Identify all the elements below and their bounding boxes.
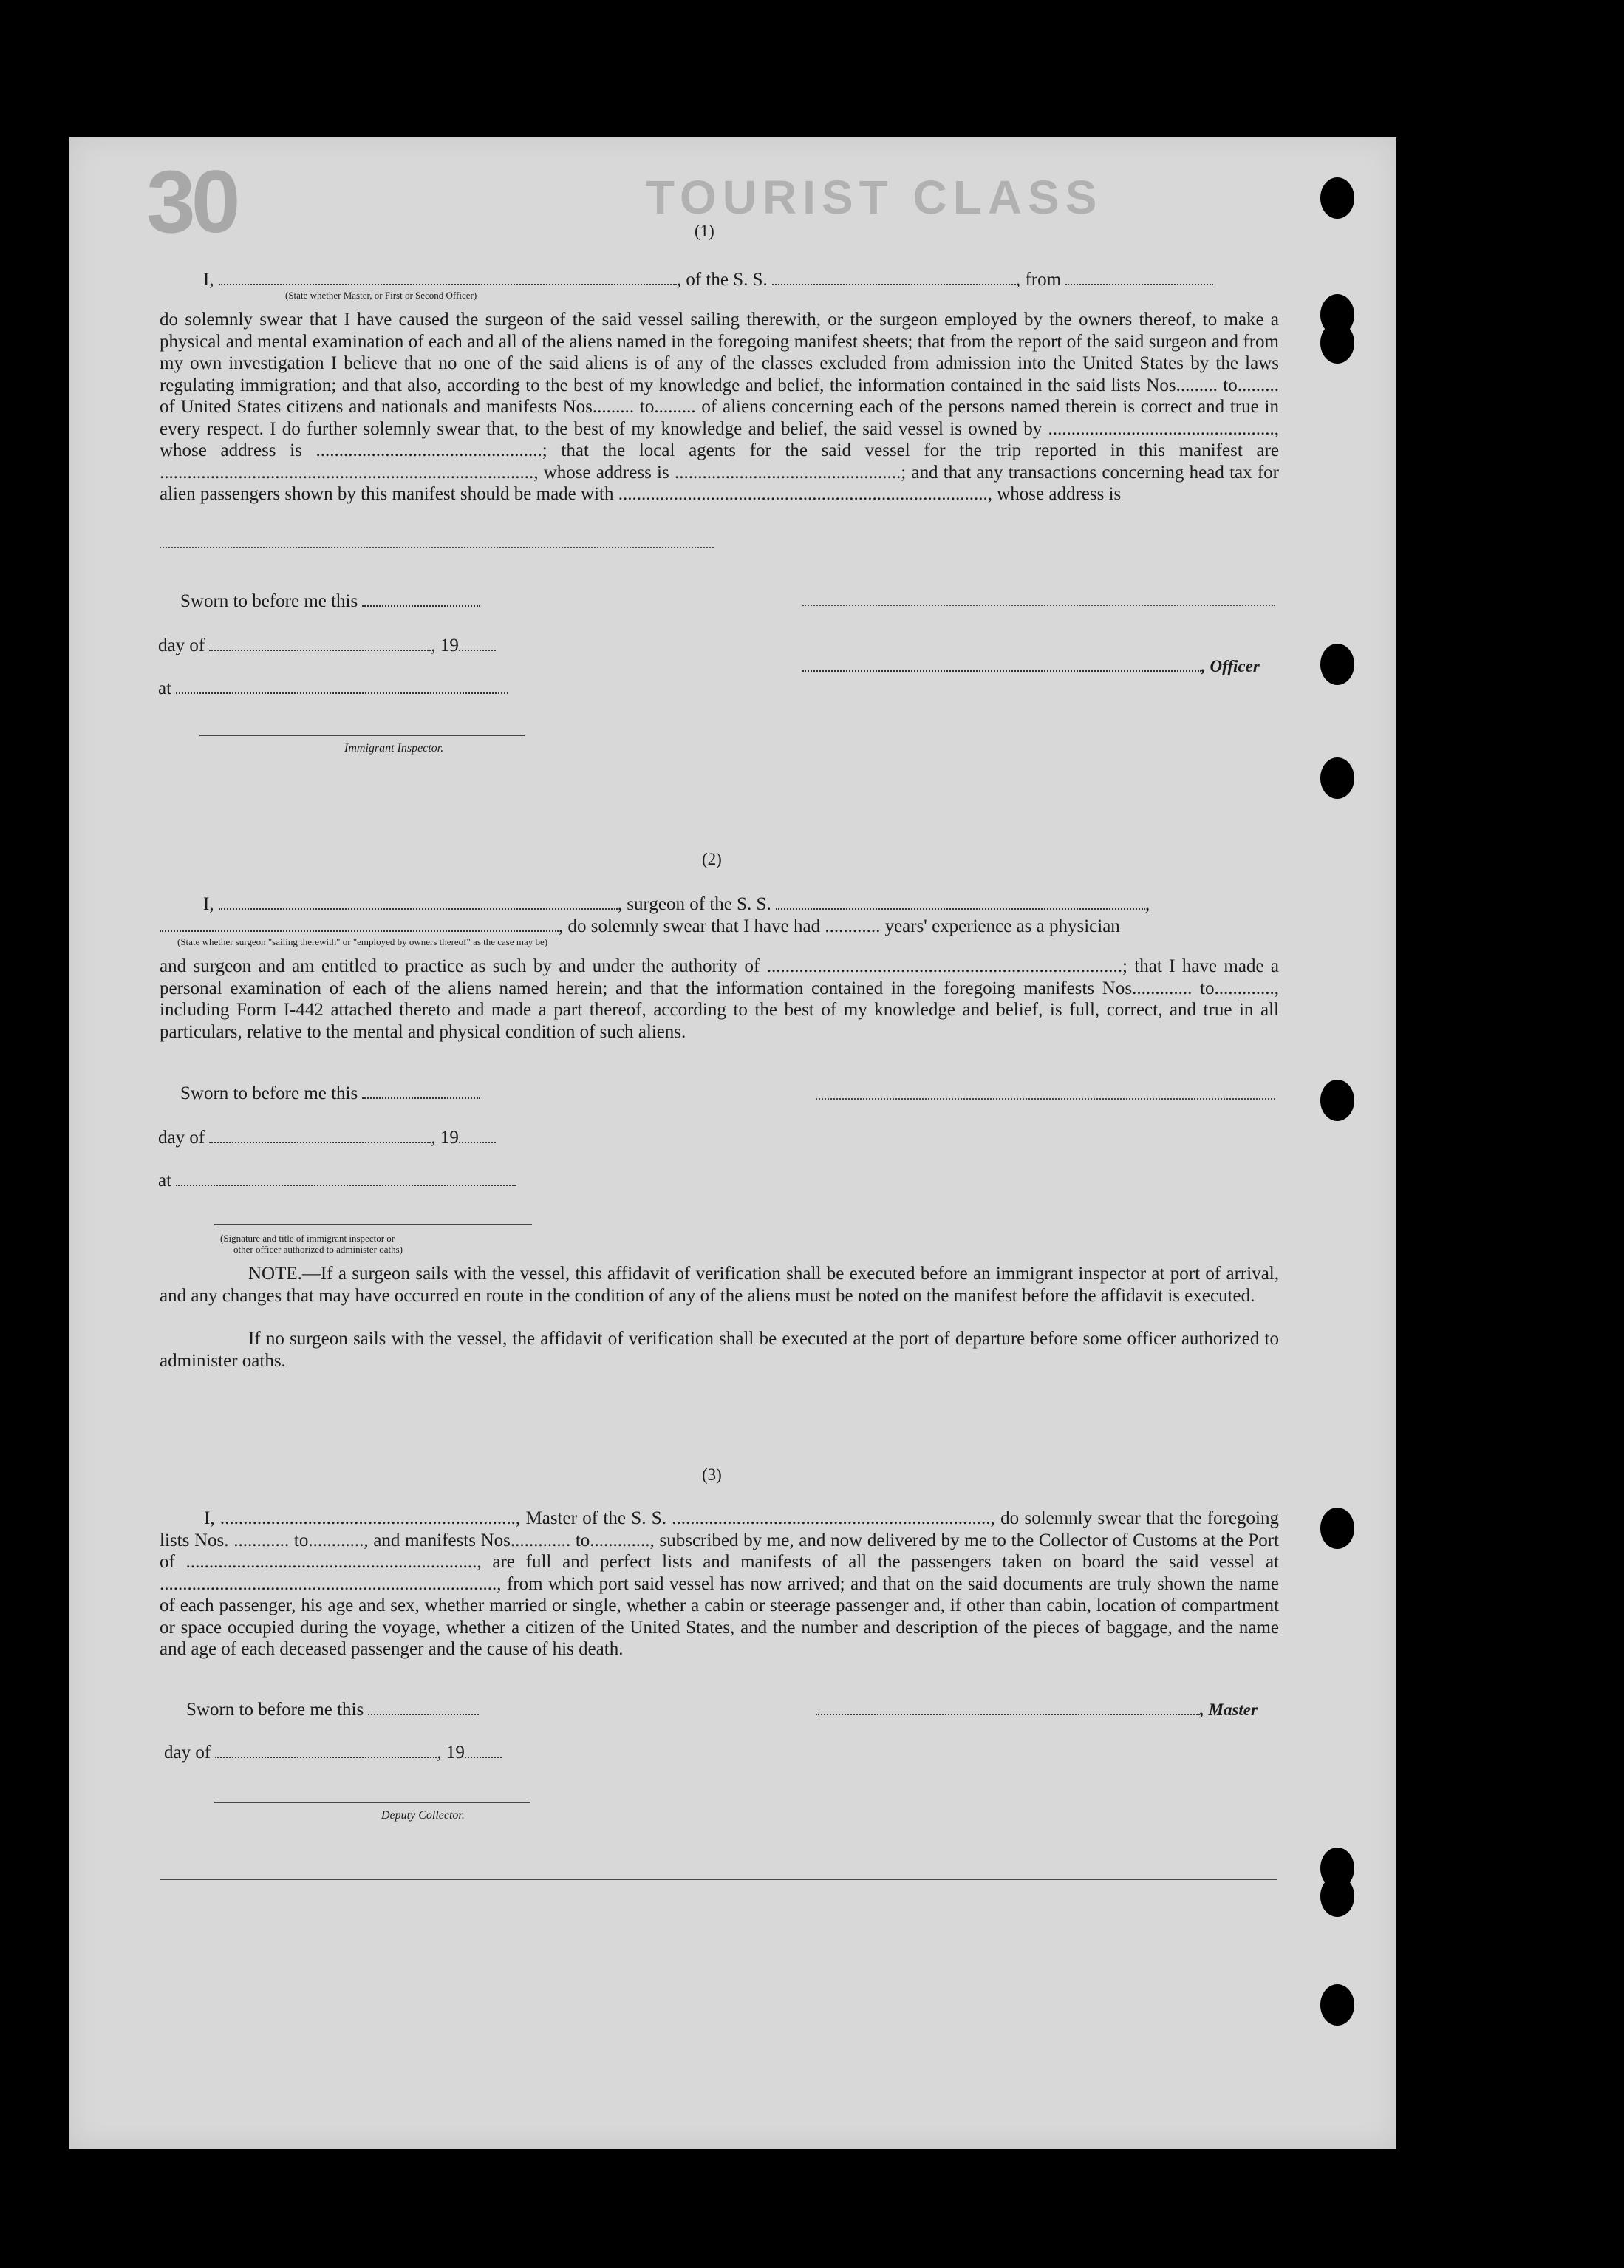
punch-hole xyxy=(1320,1876,1354,1917)
sig-caption: other officer authorized to administer oaths) xyxy=(233,1244,403,1255)
punch-hole xyxy=(1320,1080,1354,1121)
text: Sworn to before me this xyxy=(180,1083,358,1103)
punch-hole xyxy=(1320,757,1354,799)
surgeon-paragraph: and surgeon and am entitled to practice as such by and under the authority of .............................................................................; that I have made a personal examination of each of the aliens named herein; and that the information contained in the foregoing manifests Nos............. to............., including Form I-442 attached thereto and made a part thereof, according to the best of my knowledge and belief, is full, correct, and true in all particulars, relative to the mental and physical condition of such aliens. xyxy=(160,956,1279,1042)
stamp-number: 30 xyxy=(146,152,236,251)
punch-hole xyxy=(1320,177,1354,219)
text: Sworn to before me this xyxy=(180,591,358,611)
collector-label: Deputy Collector. xyxy=(381,1809,465,1822)
text: , 19 xyxy=(437,1743,465,1763)
punch-hole xyxy=(1320,644,1354,685)
day-line xyxy=(158,1128,496,1148)
collector-line xyxy=(214,1802,530,1803)
punch-hole xyxy=(1320,1984,1354,2026)
text: at xyxy=(158,678,172,698)
text: , surgeon of the S. S. xyxy=(617,894,771,914)
officer-label: , Officer xyxy=(1201,657,1260,675)
signature-rule xyxy=(214,1224,532,1225)
inspector-label: Immigrant Inspector. xyxy=(344,742,444,755)
oath-paragraph: do solemnly swear that I have caused the surgeon of the said vessel sailing therewith, or the surgeon employed by the owners thereof, to make a physical and mental examination of each and all of the aliens named in the foregoing manifest sheets; that from the report of the said surgeon and from my own investigation I believe that no one of the said aliens is of any of the classes excluded from admission into the United States by the laws regulating immigration; and that also, according to the best of my knowledge and belief, the information contained in the said lists Nos......... to......... of United States citizens and nationals and manifests Nos......... to......... of aliens concerning each of the persons named therein is correct and true in every respect. I do further solemnly swear that, to the best of my knowledge and belief, the said vessel is owned by ................................................., whose address is .................................................; that the local agents for the said vessel for the trip reported in this manifest are ................................................................................., whose address is .................................................; and that any transactions concerning head tax for alien passengers shown by this manifest should be made with ................................................................................, whose address is xyxy=(160,310,1279,504)
signature-line xyxy=(816,1098,1275,1100)
sworn-line xyxy=(180,1083,480,1104)
signature-line xyxy=(802,605,1275,606)
punch-hole xyxy=(1320,1508,1354,1549)
text: , of the S. S. xyxy=(676,270,768,290)
tourist-class-stamp: TOURIST CLASS xyxy=(646,171,1103,224)
sworn-line xyxy=(180,591,480,612)
text: I, xyxy=(203,270,214,290)
text: Sworn to before me this xyxy=(186,1700,364,1720)
text: at xyxy=(158,1171,172,1191)
surgeon-line2 xyxy=(160,916,1120,937)
surgeon-caption: (State whether surgeon "sailing therewith" or "employed by owners thereof" as the case may be) xyxy=(177,936,548,947)
bottom-rule xyxy=(160,1879,1277,1880)
text: , 19 xyxy=(431,1128,459,1148)
note-paragraph: NOTE.—If a surgeon sails with the vessel, this affidavit of verification shall be executed before an immigrant inspector at port of arrival, and any changes that may have occurred en route in the condition of any of the aliens must be noted on the manifest before the affidavit is executed. xyxy=(160,1264,1279,1306)
master-label: , Master xyxy=(1200,1700,1258,1719)
punch-hole xyxy=(1320,322,1354,364)
text: day of xyxy=(158,1128,205,1148)
sworn-line xyxy=(186,1700,479,1720)
surgeon-line: I, , surgeon of the S. S. , xyxy=(203,894,1150,914)
day-line xyxy=(164,1743,502,1763)
text: , 19 xyxy=(431,636,459,655)
master-signature xyxy=(816,1700,1258,1720)
officer-signature xyxy=(802,656,1260,677)
section-number: (3) xyxy=(702,1465,722,1484)
master-paragraph: I, ................................................................, Master of the S. S. ....................................................................., do solemnly swear that the foregoing lists Nos. ............ to............, and manifests Nos............. to............., subscribed by me, and now delivered by me to the Collector of Customs at the Port of ..............................................................., are full and perfect lists and manifests of all the passengers taken on board the said vessel at ........................................................................., from which port said vessel has now arrived; and that on the said documents are truly shown the name of each passenger, his age and sex, whether married or single, whether a cabin or steerage passenger and, if other than cabin, location of compartment or space occupied during the voyage, whether a citizen of the United States, and the number and description of the pieces of baggage, and the name and age of each deceased passenger and the cause of his death. xyxy=(160,1508,1279,1659)
text: I, xyxy=(203,894,214,914)
note-paragraph: If no surgeon sails with the vessel, the affidavit of verification shall be executed at the port of departure before some officer authorized to administer oaths. xyxy=(160,1329,1279,1371)
text: day of xyxy=(164,1743,211,1763)
at-line xyxy=(158,1171,516,1191)
day-line xyxy=(158,636,496,656)
at-line xyxy=(158,678,508,699)
officer-caption: (State whether Master, or First or Second Officer) xyxy=(285,290,477,301)
inspector-line xyxy=(199,735,525,736)
section-number: (2) xyxy=(702,850,722,868)
fill-line xyxy=(160,547,714,548)
text: day of xyxy=(158,636,205,655)
officer-line xyxy=(203,270,1213,290)
section-number: (1) xyxy=(695,222,714,240)
text: , from xyxy=(1016,270,1062,290)
sig-caption: (Signature and title of immigrant inspector or xyxy=(220,1233,395,1244)
text: , do solemnly swear that I have had ............ years' experience as a physician xyxy=(559,916,1120,936)
